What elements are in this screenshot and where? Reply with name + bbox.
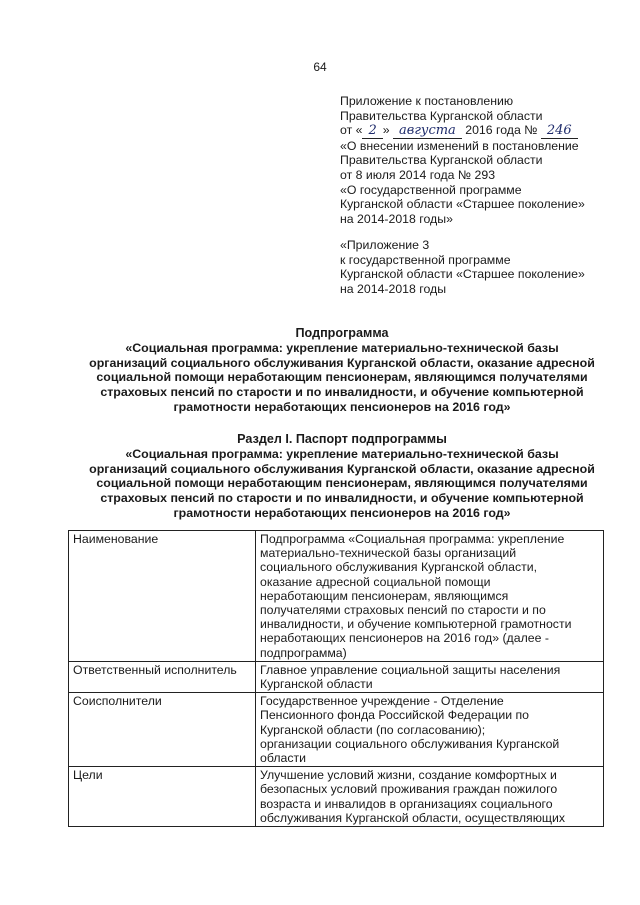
value-line: организации социального обслуживания Курганской xyxy=(260,736,560,751)
table-row xyxy=(69,661,604,692)
appendix3-line: «Приложение 3 xyxy=(340,238,430,252)
appendix3-line: Курганской области «Старшее поколение» xyxy=(340,267,585,282)
appendix-line: «О государственной программе xyxy=(340,182,522,197)
handwritten-month: августа xyxy=(393,123,462,139)
row-value xyxy=(256,531,604,662)
section-heading xyxy=(72,432,612,521)
value-line: возраста и инвалидов в организациях социального xyxy=(260,796,553,811)
subprogram-title: Подпрограмма xyxy=(295,326,389,340)
handwritten-day: 2 xyxy=(362,123,382,139)
table-row xyxy=(69,693,604,767)
heading-line: социальной помощи неработающим пенсионерам, являющимся получателями xyxy=(96,370,588,385)
handwritten-doc-number: 246 xyxy=(541,123,578,139)
heading-line: страховых пенсий по старости и по инвалидности, и обучение компьютерной xyxy=(100,385,584,400)
row-label: Цели xyxy=(69,767,256,827)
heading-line: грамотности неработающих пенсионеров на 2016 год» xyxy=(173,399,511,414)
value-line: оказание адресной социальной помощи xyxy=(260,574,491,589)
page-number: 64 xyxy=(313,60,327,74)
heading-line: грамотности неработающих пенсионеров на 2016 год» xyxy=(173,505,511,520)
row-label: Наименование xyxy=(69,531,256,662)
row-label: Ответственный исполнитель xyxy=(69,661,256,692)
date-prefix: от « xyxy=(340,123,363,138)
value-line: Подпрограмма «Социальная программа: укрепление xyxy=(260,532,565,546)
value-line: обслуживания Курганской области, осуществляющих xyxy=(260,810,566,825)
appendix3-line: к государственной программе xyxy=(340,252,511,267)
value-line: неработающим пенсионерам, являющимся xyxy=(260,588,509,603)
value-line: инвалидности, и обучение компьютерной грамотности xyxy=(260,617,572,632)
heading-line: «Социальная программа: укрепление материально-технической базы xyxy=(125,340,559,355)
heading-line: социальной помощи неработающим пенсионерам, являющимся получателями xyxy=(96,476,588,491)
heading-line: страховых пенсий по старости и по инвалидности, и обучение компьютерной xyxy=(100,491,584,506)
appendix-line: Правительства Курганской области xyxy=(340,153,543,168)
heading-line: «Социальная программа: укрепление материально-технической базы xyxy=(125,446,559,461)
subprogram-heading xyxy=(72,326,612,415)
table-row xyxy=(69,767,604,827)
value-line: Государственное учреждение - Отделение xyxy=(260,694,504,709)
value-line: материально-технической базы организаций xyxy=(260,546,517,561)
appendix-line: Курганской области «Старшее поколение» xyxy=(340,197,585,212)
appendix-line: от 8 июля 2014 года № 293 xyxy=(340,167,496,182)
row-value xyxy=(256,693,604,767)
appendix-line: Правительства Курганской области xyxy=(340,108,543,123)
value-line: подпрограмма) xyxy=(260,645,347,660)
value-line: Курганской области xyxy=(260,677,373,692)
appendix3-block xyxy=(340,238,620,296)
value-line: Курганской области (по согласованию); xyxy=(260,722,486,737)
row-label: Соисполнители xyxy=(69,693,256,767)
date-year: 2016 года № xyxy=(465,123,538,138)
table-row xyxy=(69,531,604,662)
value-line: социального обслуживания Курганской области, xyxy=(260,560,538,575)
row-value xyxy=(256,767,604,827)
heading-line: организаций социального обслуживания Курганской области, оказание адресной xyxy=(89,461,595,476)
appendix-line: Приложение к постановлению xyxy=(340,94,514,108)
heading-line: организаций социального обслуживания Курганской области, оказание адресной xyxy=(89,355,595,370)
value-line: Главное управление социальной защиты населения xyxy=(260,662,561,677)
date-mid: » xyxy=(382,123,390,138)
appendix-block xyxy=(340,94,620,226)
appendix-date-line xyxy=(340,123,620,139)
value-line: Улучшение условий жизни, создание комфортных и xyxy=(260,768,557,783)
appendix-line: на 2014-2018 годы» xyxy=(340,211,453,226)
appendix3-line: на 2014-2018 годы xyxy=(340,281,447,296)
value-line: области xyxy=(260,751,306,766)
passport-table xyxy=(68,530,604,827)
value-line: неработающих пенсионеров на 2016 год» (далее - xyxy=(260,631,549,646)
value-line: Пенсионного фонда Российской Федерации по xyxy=(260,708,530,723)
value-line: безопасных условий проживания граждан пожилого xyxy=(260,782,558,797)
row-value xyxy=(256,661,604,692)
value-line: получателями страховых пенсий по старости и по xyxy=(260,603,546,618)
section-title: Раздел I. Паспорт подпрограммы xyxy=(237,432,447,446)
appendix-line: «О внесении изменений в постановление xyxy=(340,138,579,153)
